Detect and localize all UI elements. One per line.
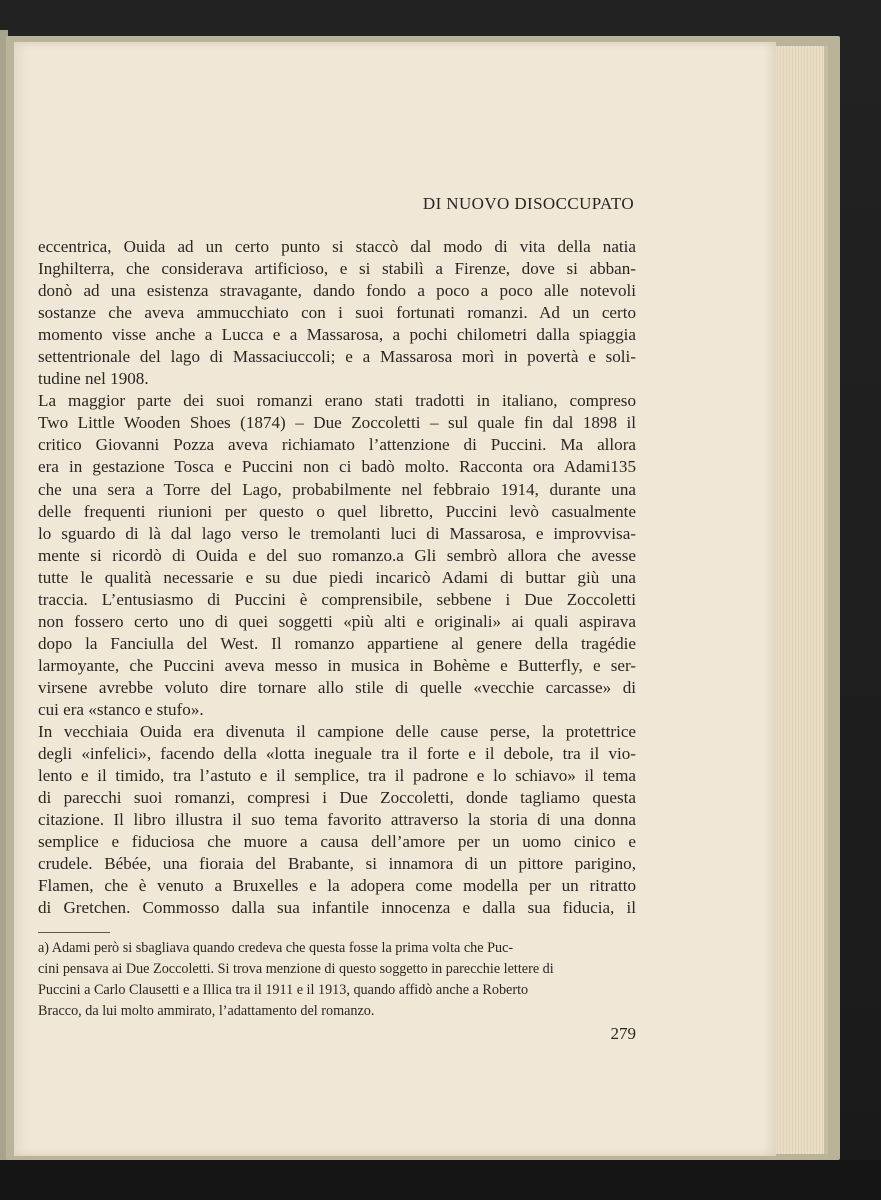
body-line: Two Little Wooden Shoes (1874) – Due Zoccoletti – sul quale fin dal 1898 il: [38, 413, 636, 433]
page-edges: [774, 46, 828, 1154]
page-number: 279: [610, 1024, 636, 1043]
body-line: di Gretchen. Commosso dalla sua infantile innocenza e dalla sua fiducia, il: [38, 898, 636, 918]
body-line: era in gestazione Tosca e Puccini non ci badò molto. Racconta ora Adami135: [38, 457, 636, 477]
body-line: momento visse anche a Lucca e a Massarosa, a pochi chilometri dalla spiaggia: [38, 325, 636, 345]
footnotes: [38, 938, 636, 1022]
body-line: settentrionale del lago di Massaciuccoli; e a Massarosa morì in povertà e soli-: [38, 347, 636, 367]
body-line: Inghilterra, che considerava artificioso, e si stabilì a Firenze, dove si abban-: [38, 259, 636, 279]
body-line: eccentrica, Ouida ad un certo punto si staccò dal modo di vita della natia: [38, 237, 636, 256]
footnote-rule: [38, 932, 110, 933]
body-line: cui era «stanco e stufo».: [38, 699, 204, 719]
body-line: lo sguardo di là dal lago verso le tremolanti luci di Massarosa, e improvvisa-: [38, 523, 636, 543]
body-line: tutte le qualità necessarie e su due piedi incaricò Adami di buttar giù una: [38, 567, 636, 587]
scan-bottom-shadow: [0, 1160, 881, 1200]
body-line: delle frequenti riunioni per questo o quel libretto, Puccini levò casualmente: [38, 501, 636, 521]
running-head: DI NUOVO DISOCCUPATO: [422, 194, 634, 213]
body-line: critico Giovanni Pozza aveva richiamato l’attenzione di Puccini. Ma allora: [38, 435, 636, 455]
footnote-line: Bracco, da lui molto ammirato, l’adattamento del romanzo.: [38, 1003, 375, 1019]
body-text: [38, 236, 636, 919]
body-line: tudine nel 1908.: [38, 369, 149, 389]
body-line: Flamen, che è venuto a Bruxelles e la adopera come modella per un ritratto: [38, 876, 636, 896]
body-line: mente si ricordò di Ouida e del suo romanzo.a Gli sembrò allora che avesse: [38, 545, 636, 565]
body-line: degli «infelici», facendo della «lotta ineguale tra il forte e il debole, tra il vio-: [38, 744, 636, 764]
body-line: La maggior parte dei suoi romanzi erano stati tradotti in italiano, compreso: [38, 391, 636, 411]
body-line: di parecchi suoi romanzi, compresi i Due Zoccoletti, donde tagliamo questa: [38, 788, 636, 808]
body-line: crudele. Bébée, una fioraia del Brabante, si innamora di un pittore parigino,: [38, 854, 636, 874]
body-line: virsene avrebbe voluto dire tornare allo stile di quelle «vecchie carcasse» di: [38, 677, 636, 697]
footnote-line: Puccini a Carlo Clausetti e a Illica tra il 1911 e il 1913, quando affidò anche a Roberto: [38, 982, 529, 998]
body-line: che una sera a Torre del Lago, probabilmente nel febbraio 1914, durante una: [38, 479, 636, 499]
body-line: semplice e fiduciosa che muore a causa dell’amore per un uomo cinico e: [38, 832, 636, 852]
body-line: In vecchiaia Ouida era divenuta il campione delle cause perse, la protettrice: [38, 722, 636, 742]
body-line: lento e il timido, tra l’astuto e il semplice, tra il padrone e lo schiavo» il tema: [38, 766, 636, 786]
body-line: dopo la Fanciulla del West. Il romanzo appartiene al genere della tragédie: [38, 633, 636, 653]
footnote-line: a) Adami però si sbagliava quando credeva che questa fosse la prima volta che Puc-: [38, 940, 514, 956]
body-line: traccia. L’entusiasmo di Puccini è comprensibile, sebbene i Due Zoccoletti: [38, 589, 636, 609]
body-line: sostanze che aveva ammucchiato con i suoi fortunati romanzi. Ad un certo: [38, 303, 636, 323]
footnote-line: cini pensava ai Due Zoccoletti. Si trova menzione di questo soggetto in parecchie lettere di: [38, 961, 554, 977]
body-line: larmoyante, che Puccini aveva messo in musica in Bohème e Butterfly, e ser-: [38, 655, 636, 675]
body-line: citazione. Il libro illustra il suo tema favorito attraverso la storia di una donna: [38, 810, 636, 830]
body-line: non fossero certo uno di quei soggetti «più alti e originali» ai quali aspirava: [38, 611, 636, 631]
body-line: donò ad una esistenza stravagante, dando fondo a poco a poco alle notevoli: [38, 281, 636, 301]
